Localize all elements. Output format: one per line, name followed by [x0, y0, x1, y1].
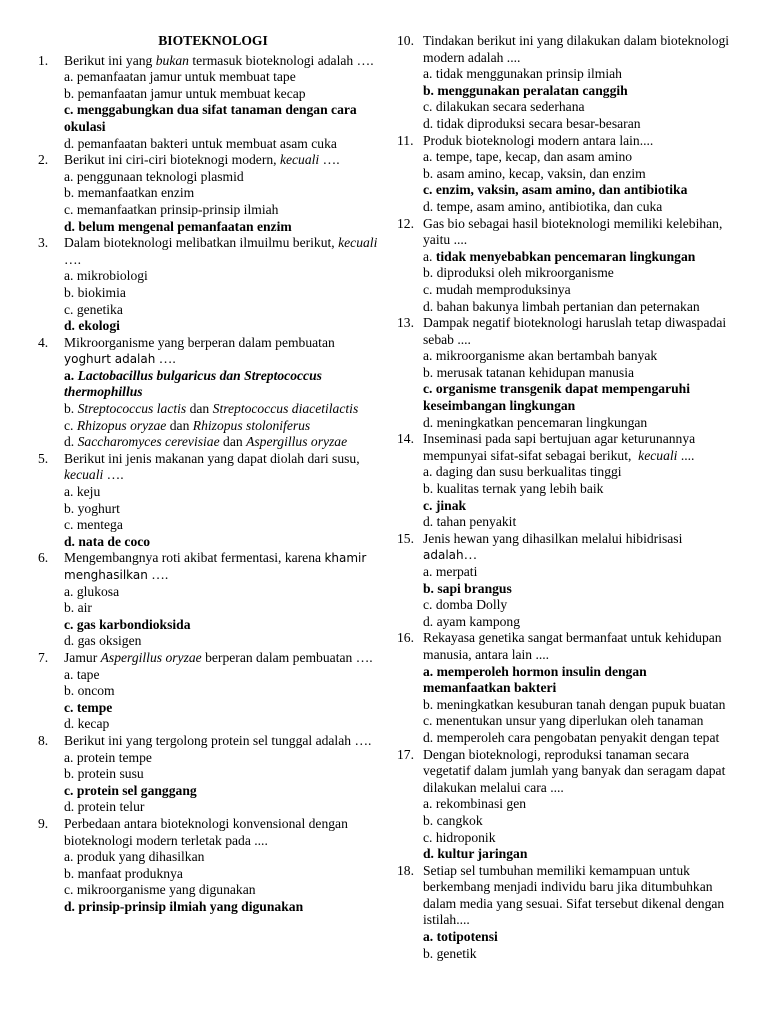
- question-stem: [38, 650, 380, 667]
- answer-option: a. mikrobiologi: [64, 268, 148, 284]
- question-number: 11.: [397, 132, 414, 148]
- question-item: [38, 235, 380, 335]
- question-item: [38, 650, 380, 733]
- question-stem: [397, 133, 737, 150]
- question-stem: [397, 431, 737, 464]
- answer-option: d. memperoleh cara pengobatan penyakit dengan tepat: [423, 729, 720, 745]
- answer-option-correct: c. gas karbondioksida: [64, 616, 191, 632]
- question-text: Gas bio sebagai hasil bioteknologi memiliki kelebihan, yaitu ....: [423, 215, 723, 248]
- answer-option: b. oncom: [64, 683, 115, 699]
- question-item: [38, 152, 380, 235]
- question-item: [38, 816, 380, 916]
- answer-option-correct: a. memperoleh hormon insulin dengan memanfaatkan bakteri: [423, 663, 647, 696]
- answer-option: b. genetik: [423, 945, 477, 961]
- question-stem: [38, 235, 380, 268]
- answer-option-correct: d. kultur jaringan: [423, 846, 528, 862]
- question-number: 4.: [38, 334, 49, 350]
- question-item: [397, 33, 737, 133]
- answer-option-correct: a. totipotensi: [423, 929, 498, 945]
- question-text: Jamur Aspergillus oryzae berperan dalam pembuatan ….: [64, 649, 373, 665]
- question-text: Setiap sel tumbuhan memiliki kemampuan untuk berkembang menjadi individu baru jika ditumbuhkan dalam media yang sesuai. Sifat tersebut dikenal dengan istilah....: [423, 862, 725, 928]
- question-number: 15.: [397, 530, 414, 546]
- answer-option: b. manfaat produknya: [64, 865, 183, 881]
- answer-option-correct: b. menggunakan peralatan canggih: [423, 82, 628, 98]
- answer-option: b. asam amino, kecap, vaksin, dan enzim: [423, 165, 646, 181]
- question-number: 16.: [397, 630, 414, 646]
- answer-option: d. meningkatkan pencemaran lingkungan: [423, 414, 648, 430]
- answer-option-correct: d. nata de coco: [64, 533, 151, 549]
- question-number: 1.: [38, 52, 49, 68]
- answer-option: c. genetika: [64, 301, 123, 317]
- question-item: [397, 216, 737, 316]
- question-stem: [38, 152, 380, 169]
- question-text: Rekayasa genetika sangat bermanfaat untuk kehidupan manusia, antara lain ....: [423, 630, 722, 662]
- answer-option: c. hidroponik: [423, 829, 496, 845]
- question-number: 18.: [397, 862, 414, 878]
- answer-option-correct: c. organisme transgenik dapat mempengaruhi keseimbangan lingkungan: [423, 381, 690, 414]
- question-text: Berikut ini yang bukan termasuk bioteknologi adalah ….: [64, 52, 374, 68]
- question-stem: [397, 315, 737, 348]
- answer-option: b. meningkatkan kesuburan tanah dengan pupuk buatan: [423, 696, 726, 712]
- answer-option: a. tape: [64, 666, 100, 682]
- question-number: 7.: [38, 649, 49, 665]
- answer-option-correct: d. prinsip-prinsip ilmiah yang digunakan: [64, 898, 304, 914]
- answer-option: b. protein susu: [64, 766, 144, 782]
- question-stem: [397, 863, 737, 929]
- answer-option: a. pemanfaatan jamur untuk membuat tape: [64, 69, 296, 85]
- question-stem: [38, 550, 380, 583]
- answer-option: b. merusak tatanan kehidupan manusia: [423, 364, 635, 380]
- question-item: [397, 133, 737, 216]
- question-number: 17.: [397, 746, 414, 762]
- answer-option: b. yoghurt: [64, 500, 120, 516]
- question-number: 5.: [38, 450, 49, 466]
- answer-option: b. kualitas ternak yang lebih baik: [423, 481, 604, 497]
- answer-option-correct: d. belum mengenal pemanfaatan enzim: [64, 218, 292, 234]
- answer-option: a. glukosa: [64, 583, 120, 599]
- answer-option: b. biokimia: [64, 284, 126, 300]
- question-text: Jenis hewan yang dihasilkan melalui hibidrisasi adalah…: [423, 530, 683, 563]
- answer-option: c. mentega: [64, 517, 123, 533]
- question-item: [38, 451, 380, 551]
- question-item: [397, 747, 737, 863]
- question-stem: [397, 747, 737, 797]
- answer-option: b. diproduksi oleh mikroorganisme: [423, 265, 614, 281]
- page-title: BIOTEKNOLOGI: [158, 33, 268, 48]
- question-item: [38, 335, 380, 451]
- answer-option: d. pemanfaatan bakteri untuk membuat asam cuka: [64, 135, 337, 151]
- question-stem: [397, 33, 737, 66]
- answer-option: a. tempe, tape, kecap, dan asam amino: [423, 149, 633, 165]
- answer-option-correct: c. tempe: [64, 699, 113, 715]
- question-number: 6.: [38, 550, 49, 566]
- question-number: 13.: [397, 315, 414, 331]
- answer-option: a. merpati: [423, 564, 478, 579]
- answer-option: a. penggunaan teknologi plasmid: [64, 168, 244, 184]
- answer-option: d. Saccharomyces cerevisiae dan Aspergillus oryzae: [64, 434, 348, 450]
- answer-option-correct: d. ekologi: [64, 318, 120, 334]
- left-column: [38, 33, 380, 915]
- question-number: 9.: [38, 815, 49, 831]
- answer-option-correct: c. jinak: [423, 497, 467, 513]
- question-list-right: [397, 33, 737, 962]
- question-item: [397, 630, 737, 746]
- answer-option-correct: a. Lactobacillus bulgaricus dan Streptococcus thermophillus: [64, 367, 322, 400]
- question-item: [397, 531, 737, 631]
- question-text: Dampak negatif bioteknologi haruslah tetap diwaspadai sebab ....: [423, 315, 727, 347]
- answer-option: d. protein telur: [64, 799, 145, 815]
- answer-option: a. daging dan susu berkualitas tinggi: [423, 464, 622, 480]
- answer-option-correct: c. enzim, vaksin, asam amino, dan antibiotika: [423, 182, 688, 198]
- question-text: Dalam bioteknologi melibatkan ilmuilmu berikut, kecuali ….: [64, 235, 378, 267]
- answer-option-correct: c. protein sel ganggang: [64, 782, 197, 798]
- question-number: 8.: [38, 732, 49, 748]
- question-number: 12.: [397, 215, 414, 231]
- question-stem: [38, 451, 380, 484]
- question-number: 2.: [38, 152, 49, 168]
- answer-option: a. protein tempe: [64, 749, 152, 765]
- answer-option: c. mudah memproduksinya: [423, 281, 571, 297]
- question-item: [397, 315, 737, 431]
- question-text: Dengan bioteknologi, reproduksi tanaman secara vegetatif dalam jumlah yang banyak dan seragam dapat dilakukan melalui cara ....: [423, 746, 726, 795]
- question-text: Berikut ini ciri-ciri bioteknogi modern, kecuali ….: [64, 152, 340, 168]
- question-stem: [38, 335, 380, 368]
- answer-option: b. air: [64, 600, 92, 616]
- answer-option: a. mikroorganisme akan bertambah banyak: [423, 348, 658, 364]
- answer-option: b. memanfaatkan enzim: [64, 185, 195, 201]
- question-number: 10.: [397, 33, 414, 48]
- answer-option: a. keju: [64, 484, 101, 500]
- question-text: Produk bioteknologi modern antara lain....: [423, 132, 654, 148]
- answer-option: d. tidak diproduksi secara besar-besaran: [423, 115, 641, 131]
- answer-option: a. produk yang dihasilkan: [64, 849, 205, 865]
- answer-option: a. tidak menggunakan prinsip ilmiah: [423, 66, 622, 82]
- answer-option: b. pemanfaatan jamur untuk membuat kecap: [64, 85, 306, 101]
- question-item: [38, 53, 380, 153]
- question-text: Perbedaan antara bioteknologi konvensional dengan bioteknologi modern terletak pada ....: [64, 815, 348, 848]
- answer-option: c. domba Dolly: [423, 597, 508, 613]
- answer-option-correct: b. sapi brangus: [423, 580, 512, 596]
- question-item: [38, 550, 380, 650]
- answer-option: c. mikroorganisme yang digunakan: [64, 882, 256, 898]
- answer-option: b. cangkok: [423, 812, 483, 828]
- question-text: Tindakan berikut ini yang dilakukan dalam bioteknologi modern adalah ....: [423, 33, 730, 65]
- answer-option-correct: c. menggabungkan dua sifat tanaman dengan cara okulasi: [64, 102, 357, 134]
- question-stem: [38, 816, 380, 849]
- answer-option: d. ayam kampong: [423, 613, 521, 629]
- answer-option: a. tidak menyebabkan pencemaran lingkungan: [423, 248, 696, 264]
- answer-option: d. bahan bakunya limbah pertanian dan peternakan: [423, 298, 700, 314]
- answer-option: c. memanfaatkan prinsip-prinsip ilmiah: [64, 201, 279, 217]
- question-item: [38, 733, 380, 816]
- question-text: Berikut ini yang tergolong protein sel tunggal adalah ….: [64, 732, 372, 748]
- question-number: 3.: [38, 235, 49, 251]
- answer-option: b. Streptococcus lactis dan Streptococcus diacetilactis: [64, 401, 359, 417]
- question-stem: [397, 630, 737, 663]
- answer-option: d. kecap: [64, 716, 110, 732]
- question-text: Inseminasi pada sapi bertujuan agar keturunannya mempunyai sifat-sifat sebagai berikut, kecuali ....: [423, 431, 696, 463]
- question-text: Mengembangnya roti akibat fermentasi, karena khamir menghasilkan ….: [64, 550, 367, 582]
- question-text: Mikroorganisme yang berperan dalam pembuatan yoghurt adalah ….: [64, 334, 335, 367]
- question-number: 14.: [397, 431, 414, 447]
- answer-option: c. menentukan unsur yang diperlukan oleh tanaman: [423, 713, 704, 729]
- question-stem: [397, 216, 737, 249]
- question-stem: [38, 53, 380, 70]
- right-column: [397, 33, 737, 962]
- answer-option: d. gas oksigen: [64, 633, 142, 649]
- question-item: [397, 863, 737, 963]
- question-stem: [38, 733, 380, 750]
- question-text: Berikut ini jenis makanan yang dapat diolah dari susu, kecuali ….: [64, 450, 360, 483]
- question-list-left: [38, 53, 380, 916]
- answer-option: d. tempe, asam amino, antibiotika, dan cuka: [423, 198, 663, 214]
- question-item: [397, 431, 737, 531]
- answer-option: c. dilakukan secara sederhana: [423, 99, 585, 115]
- answer-option: a. rekombinasi gen: [423, 796, 527, 812]
- answer-option: c. Rhizopus oryzae dan Rhizopus stoloniferus: [64, 417, 311, 433]
- answer-option: d. tahan penyakit: [423, 514, 517, 530]
- question-stem: [397, 531, 737, 564]
